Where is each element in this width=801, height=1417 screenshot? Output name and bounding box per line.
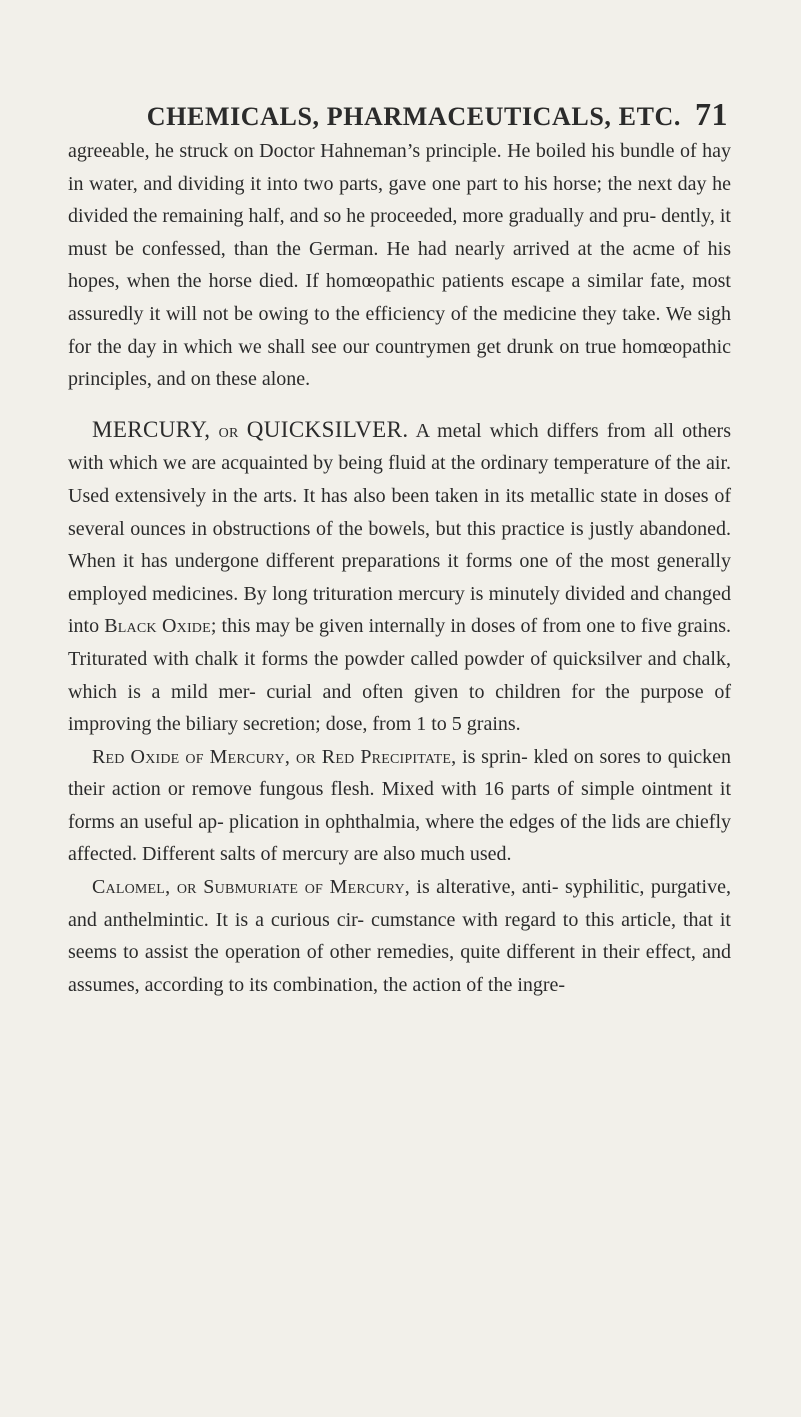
paragraph-hahneman-anecdote: agreeable, he struck on Doctor Hahneman’s principle. He boiled his bundle of hay in water, and dividing it into two parts, gave one part to his horse; the next day he divided the remaining half, and so he proceeded, more gradually and pru- dently, it must be confessed, than the German. He had nearly arrived at the acme of his hopes, when the horse died. If homœopathic patients escape a similar fate, most assuredly it will not be owing to the efficiency of the medicine they take. We sigh for the day in which we shall see our countrymen get drunk on true homœopathic principles, and on these alone. [68,140,731,391]
entry-heading-quicksilver: QUICKSILVER. [246,416,409,442]
paragraph-mercury [68,414,731,741]
term-calomel: Calomel, or Submuriate of Mercury, [92,876,410,899]
entry-heading-mercury: MERCURY, [92,416,211,442]
paragraph-calomel [68,871,731,1001]
calomel-description: is alterative, anti- syphilitic, purgative, and anthelmintic. It is a curious cir- cumstance with regard to this article, that it seems to assist the operation of other remedies, quite different in their effect, and assumes, according to its combination, the action of the ingre- [68,876,731,996]
term-black-oxide: Black Oxide [104,615,211,638]
mercury-description-b: ; this may be given internally in doses of from one to five grains. Triturated with chalk it forms the powder called powder of quicksilver and chalk, which is a mild mer- curial and often given to children for the purpose of improving the biliary secretion; dose, from 1 to 5 grains. [68,615,732,736]
paragraph-gap [68,396,731,414]
term-red-oxide: Red Oxide of Mercury, or Red Precipitate, [92,745,457,768]
running-title: CHEMICALS, PHARMACEUTICALS, ETC. [146,102,681,131]
page-body [68,135,731,1001]
page-number: 71 [695,96,728,132]
mercury-description-a: A metal which differs from all others with which we are acquainted by being fluid at the ordinary temperature of the air. Used extensively in the arts. It has also been taken in its metallic state in doses of several ounces in obstructions of the bowels, but this practice is justly abandoned. When it has undergone different preparations it forms one of the most generally employed medicines. By long trituration mercury is minutely divided and changed into [68,419,731,638]
running-header [68,96,731,133]
paragraph-red-oxide [68,741,731,871]
entry-heading-joiner: or [218,419,239,442]
red-oxide-description: is sprin- kled on sores to quicken their action or remove fungous flesh. Mixed with 16 parts of simple ointment it forms an useful ap- plication in ophthalmia, where the edges of the lids are chiefly affected. Different salts of mercury are also much used. [68,745,732,866]
